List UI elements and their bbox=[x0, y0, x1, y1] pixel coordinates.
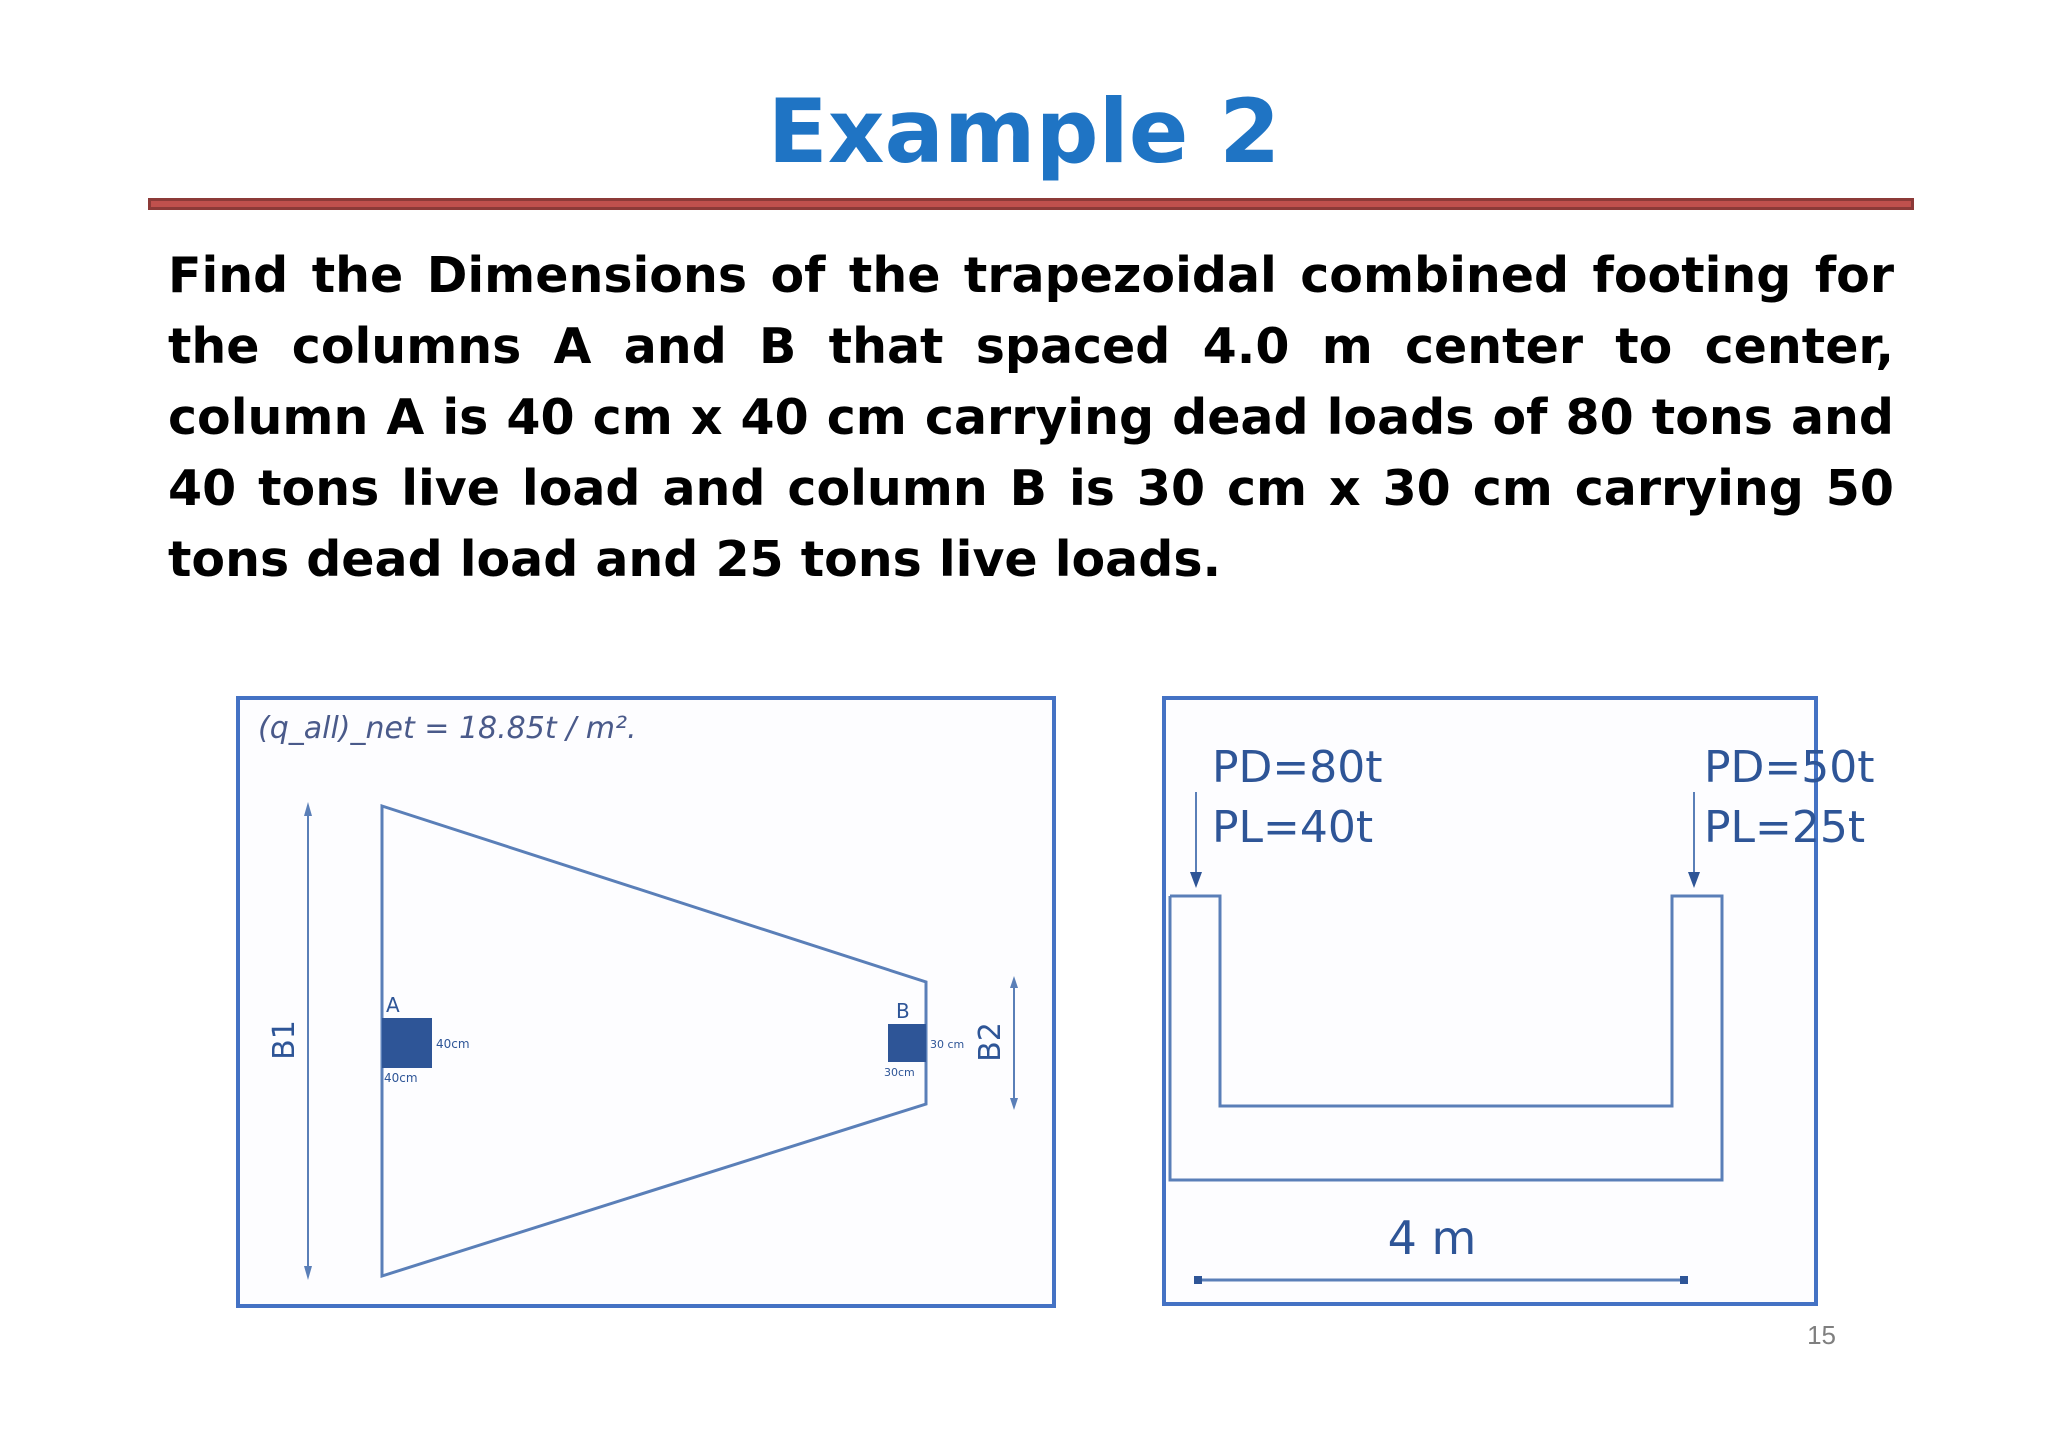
column-a-label: A bbox=[386, 993, 400, 1017]
column-b-dead-load: PD=50t bbox=[1704, 742, 1875, 793]
spacing-tick-right-icon bbox=[1680, 1276, 1688, 1284]
column-a-bottom-label: 40cm bbox=[384, 1071, 418, 1085]
column-b-side-label: 30 cm bbox=[930, 1038, 965, 1051]
footing-elevation-figure bbox=[1162, 696, 1875, 1306]
column-a-side-label: 40cm bbox=[436, 1037, 470, 1051]
b1-label: B1 bbox=[267, 1020, 302, 1060]
column-b-bottom-label: 30cm bbox=[884, 1066, 915, 1079]
soil-pressure-label: (q_all)_net = 18.85t / m². bbox=[258, 711, 637, 746]
title-divider bbox=[148, 198, 1914, 210]
column-a-live-load: PL=40t bbox=[1212, 802, 1374, 853]
plan-frame bbox=[238, 698, 1054, 1306]
spacing-label: 4 m bbox=[1387, 1211, 1477, 1265]
footing-plan-figure bbox=[236, 696, 1056, 1308]
b2-label: B2 bbox=[973, 1022, 1008, 1062]
column-a bbox=[382, 1018, 432, 1068]
column-a-dead-load: PD=80t bbox=[1212, 742, 1383, 793]
spacing-tick-left-icon bbox=[1194, 1276, 1202, 1284]
problem-statement: Find the Dimensions of the trapezoidal combined footing for the columns A and B that spaced 4.0 m center to center, column A is 40 cm x 40 cm carrying dead loads of 80 tons and 40 tons live load and column B is 30 cm x 30 cm carrying 50 tons dead load and 25 tons live loads. bbox=[168, 247, 1894, 588]
column-b-label: B bbox=[896, 999, 910, 1023]
column-b-live-load: PL=25t bbox=[1704, 802, 1866, 853]
column-b bbox=[888, 1024, 926, 1062]
page-number: 15 bbox=[1807, 1320, 1836, 1350]
page-title: Example 2 bbox=[767, 80, 1281, 183]
